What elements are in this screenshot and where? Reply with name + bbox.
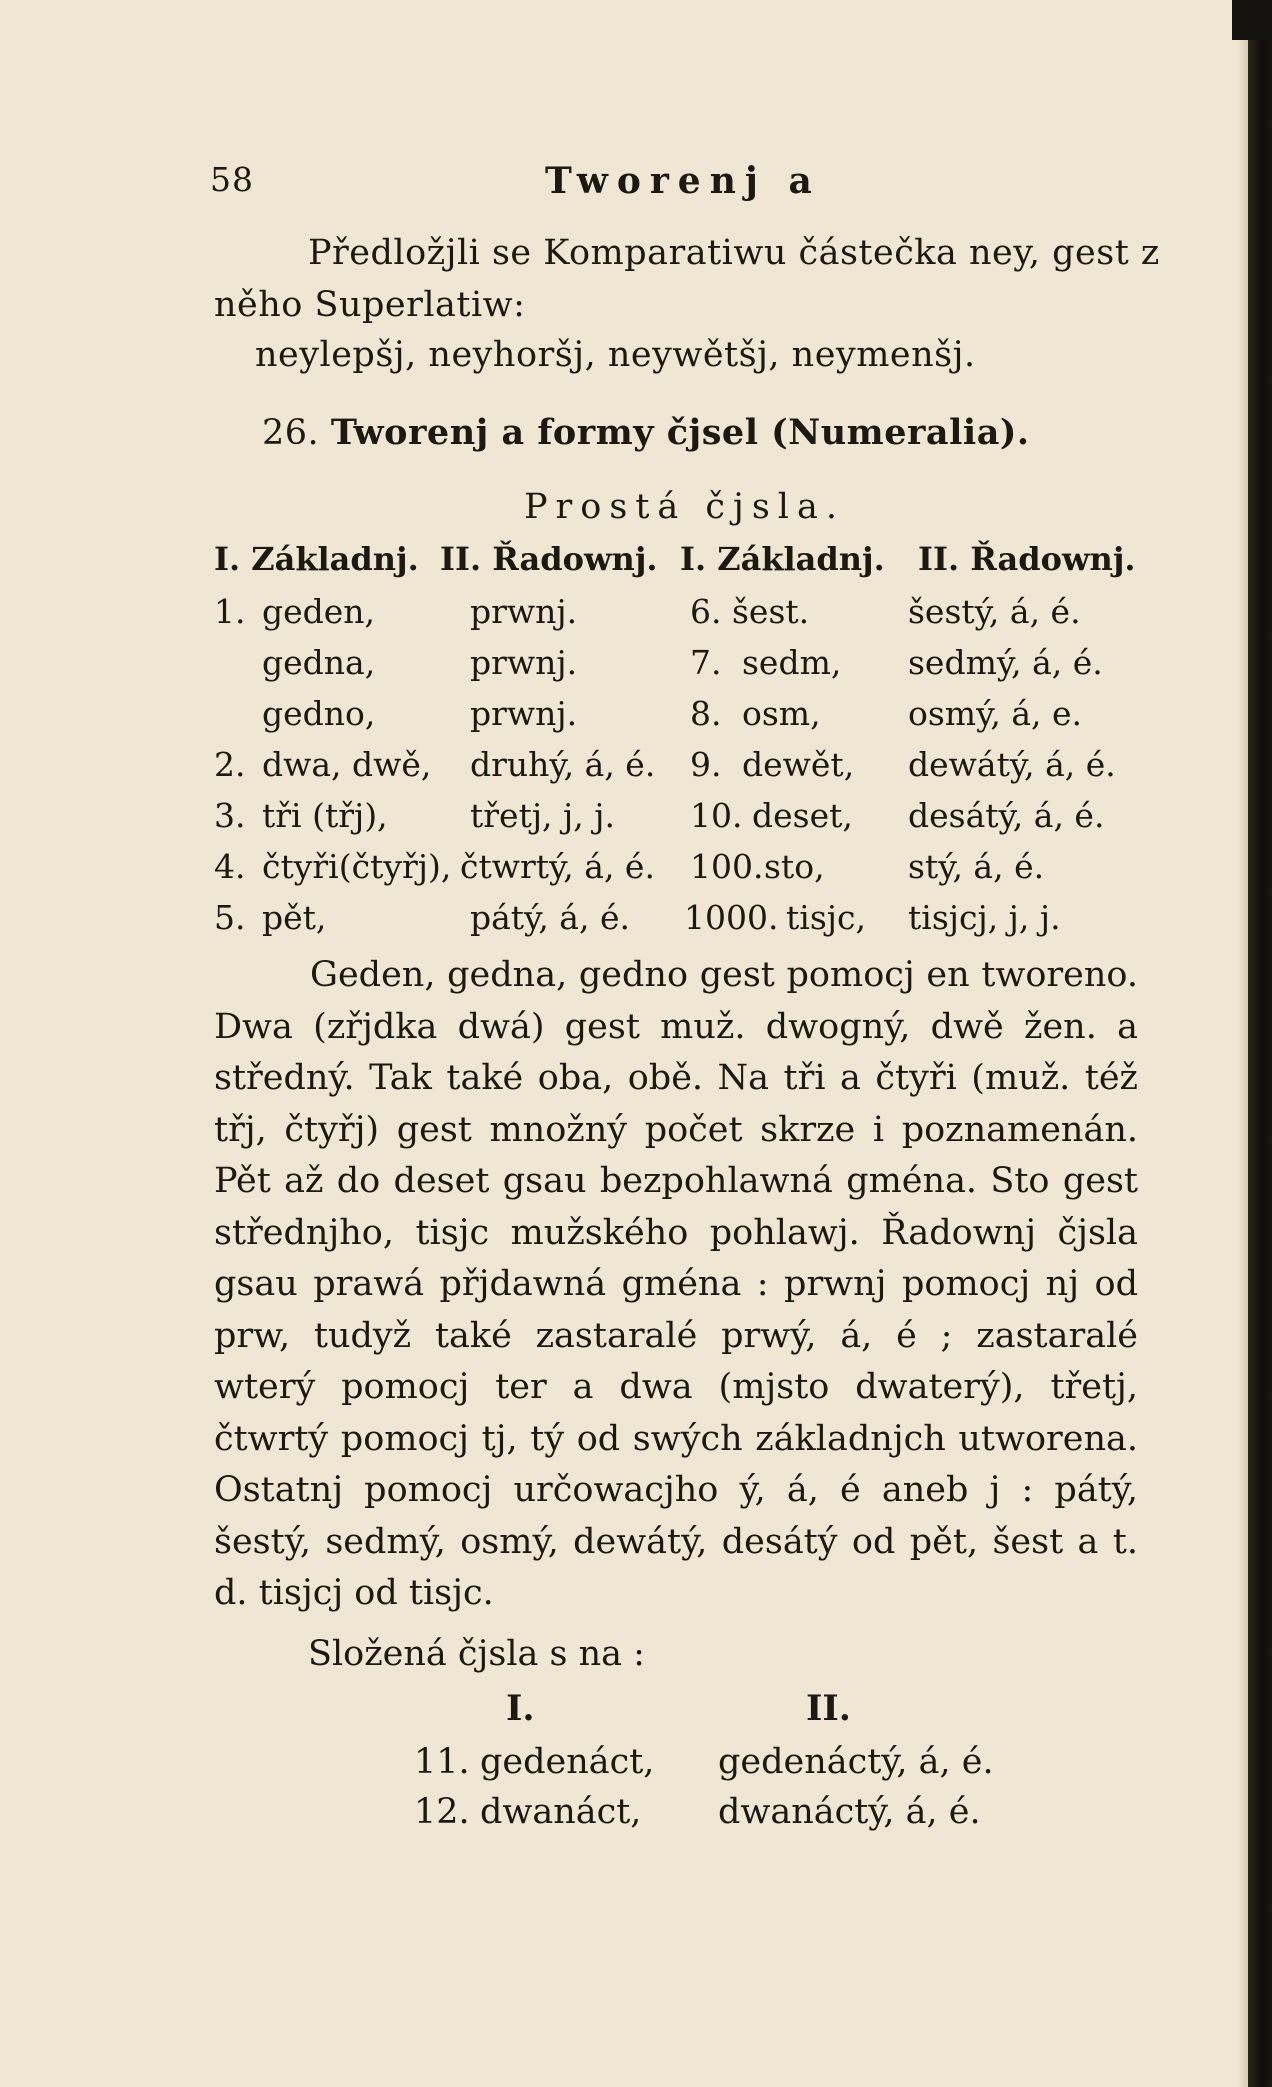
table-cell-num: 8.: [690, 694, 722, 733]
table-cell-ordinal: tisjcj, j, j.: [908, 898, 1061, 937]
table-cell-cardinal: pět,: [262, 898, 327, 937]
body-paragraph: [214, 950, 1138, 1620]
table-cell-cardinal: dwa, dwě,: [262, 745, 432, 784]
table-cell-num: 2.: [214, 745, 246, 784]
table-cell-ordinal: prwnj.: [470, 643, 578, 682]
table-cell-num: 1000.: [684, 898, 779, 937]
compound-cardinal: gedenáct,: [480, 1742, 655, 1782]
section-title: Tworenj a formy čjsel (Numeralia).: [330, 412, 1030, 453]
table-cell-ordinal: šestý, á, é.: [908, 592, 1081, 631]
intro-line-1: Předložjli se Komparatiwu částečka ney, gest z: [308, 233, 1160, 273]
table-cell-ordinal: pátý, á, é.: [470, 898, 630, 937]
table-cell-ordinal: druhý, á, é.: [470, 745, 656, 784]
compound-title: Složená čjsla s na :: [308, 1634, 645, 1674]
table-cell-ordinal: dewátý, á, é.: [908, 745, 1116, 784]
col-header-cardinal-left: I. Základnj.: [214, 540, 419, 578]
table-cell-cardinal: gedno,: [262, 694, 376, 733]
compound-ordinal: dwanáctý, á, é.: [718, 1792, 981, 1832]
table-cell-cardinal: sedm,: [742, 643, 842, 682]
table-cell-cardinal: osm,: [742, 694, 821, 733]
table-cell-num: 10.: [690, 796, 743, 835]
table-cell-cardinal: čtyři(čtyřj),: [262, 847, 452, 886]
table-cell-num: 3.: [214, 796, 246, 835]
section-heading: [262, 412, 1030, 453]
compound-col-header-2: II.: [806, 1688, 851, 1729]
intro-line-2: něho Superlatiw:: [214, 285, 526, 325]
table-title: Prostá čjsla.: [524, 487, 845, 527]
col-header-ordinal-left: II. Řadownj.: [440, 540, 658, 578]
table-cell-cardinal: dewět,: [742, 745, 855, 784]
page-header: [210, 160, 1130, 210]
compound-ordinal: gedenáctý, á, é.: [718, 1742, 994, 1782]
table-cell-cardinal: sto,: [764, 847, 825, 886]
compound-num: 11.: [414, 1742, 470, 1782]
table-cell-cardinal: tři (třj),: [262, 796, 388, 835]
table-cell-cardinal: gedna,: [262, 643, 376, 682]
table-cell-num: 4.: [214, 847, 246, 886]
compound-col-header-1: I.: [506, 1688, 535, 1729]
compound-num: 12.: [414, 1792, 470, 1832]
table-cell-num: 9.: [690, 745, 722, 784]
table-cell-cardinal: šest.: [732, 592, 810, 631]
table-cell-ordinal: desátý, á, é.: [908, 796, 1105, 835]
page-edge: [1238, 0, 1248, 2087]
intro-line-3: neylepšj, neyhoršj, neywětšj, neymenšj.: [255, 335, 976, 375]
col-header-ordinal-right: II. Řadownj.: [918, 540, 1136, 578]
table-cell-cardinal: geden,: [262, 592, 376, 631]
section-number: 26.: [262, 413, 320, 453]
table-cell-ordinal: prwnj.: [470, 592, 578, 631]
scan-corner: [1232, 0, 1272, 40]
table-cell-num: 5.: [214, 898, 246, 937]
table-cell-num: 6.: [690, 592, 722, 631]
table-cell-ordinal: čtwrtý, á, é.: [460, 847, 655, 886]
compound-cardinal: dwanáct,: [480, 1792, 642, 1832]
table-cell-cardinal: tisjc,: [786, 898, 866, 937]
table-cell-ordinal: stý, á, é.: [908, 847, 1045, 886]
table-cell-num: 7.: [690, 643, 722, 682]
table-cell-num: 100.: [690, 847, 764, 886]
table-cell-ordinal: prwnj.: [470, 694, 578, 733]
paragraph-text: Geden, gedna, gedno gest pomocj en tworeno. Dwa (zřjdka dwá) gest muž. dwogný, dwě žen. a středný. Tak také oba, obě. Na tři a čtyři (muž. též třj, čtyřj) gest množný počet skrze i poznamenán. Pět až do deset gsau bezpohlawná gména. Sto gest střednjho, tisjc mužského pohlawj. Řadownj čjsla gsau prawá přjdawná gména : prwnj pomocj nj od prw, tudyž také zastaralé prwý, á, é ; zastaralé wterý pomocj ter a dwa (mjsto dwaterý), třetj, čtwrtý pomocj tj, tý od swých základnjch utworena. Ostatnj pomocj určowacjho ý, á, é aneb j : pátý, šestý, sedmý, osmý, dewátý, desátý od pět, šest a t. d. tisjcj od tisjc.: [214, 955, 1138, 1613]
page-number: 58: [210, 160, 254, 199]
col-header-cardinal-right: I. Základnj.: [680, 540, 885, 578]
table-cell-ordinal: sedmý, á, é.: [908, 643, 1103, 682]
table-cell-cardinal: deset,: [752, 796, 853, 835]
book-spine: [1248, 0, 1272, 2087]
table-cell-ordinal: osmý, á, e.: [908, 694, 1083, 733]
running-head: Tworenj a: [545, 160, 821, 202]
table-cell-ordinal: třetj, j, j.: [470, 796, 615, 835]
table-cell-num: 1.: [214, 592, 246, 631]
